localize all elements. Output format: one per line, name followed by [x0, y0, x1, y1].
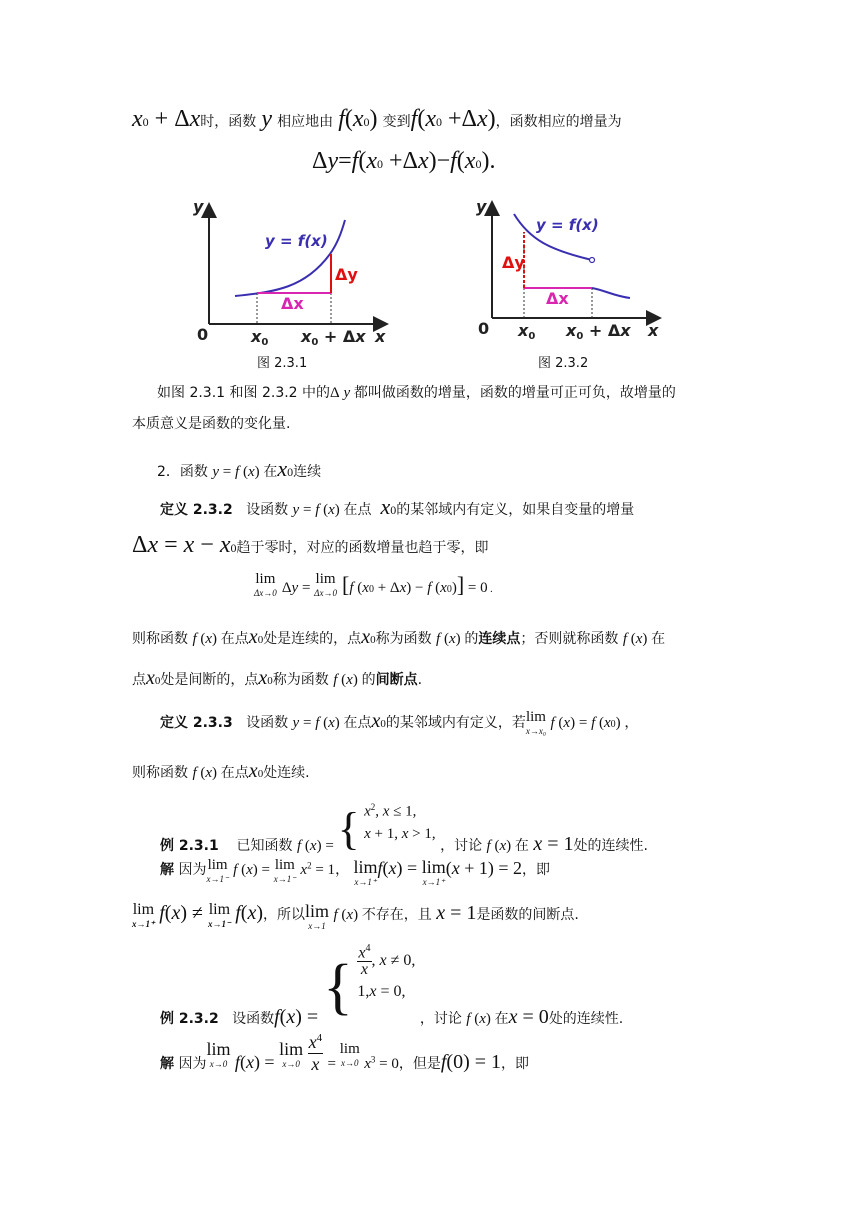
limit-formula-1: lim Δx→0 Δy = lim Δx→0 [f (x0 + Δx) − f (x0)] = 0 .: [254, 571, 493, 598]
piecewise-1: $x^2$, x ≤ 1, x + 1, x > 1,: [364, 802, 436, 842]
y-label: y: [193, 197, 204, 216]
dx-label: Δx: [281, 294, 304, 313]
definition-2-3-2-line2: Δx = x − x0趋于零时，对应的函数增量也趋于零，即: [132, 532, 489, 558]
figure-2-3-2: [470, 192, 670, 344]
y-label: y: [476, 197, 487, 216]
definition-2-3-3-line2: 则称函数 f (x) 在点x0处连续.: [132, 760, 310, 782]
x-label: x: [648, 321, 659, 340]
example-2-3-1: 例 2.3.1 已知函数 f (x) = { $x^2$, x ≤ 1, x + 1, x > 1, ，讨论 f (x) 在 x = 1处的连续性.: [160, 796, 648, 849]
text-segment: 相应地由: [277, 114, 334, 130]
dx-label: Δx: [546, 289, 569, 308]
continuity-statement: 则称函数 f (x) 在点x0处是连续的，点x0称为函数 f (x) 的连续点；否则就称函数 f (x) 在: [132, 626, 666, 648]
continuity-statement-2: 点x0处是间断的，点x0称为函数 f (x) 的间断点.: [132, 667, 423, 689]
x0-label: x0: [251, 327, 269, 348]
curve-label: y = f(x): [536, 216, 599, 234]
dy-label: Δy: [335, 265, 358, 284]
origin-label: 0: [478, 319, 490, 338]
caption-fig2: 图 2.3.2: [538, 356, 589, 371]
origin-label: 0: [197, 325, 209, 344]
dy-label: Δy: [502, 253, 525, 272]
open-point: [590, 258, 595, 263]
curve-label: y = f(x): [265, 232, 328, 250]
text-segment: ，函数相应的增量为: [495, 114, 622, 130]
caption-fig1: 图 2.3.1: [257, 356, 308, 371]
text-segment: 时，函数: [200, 114, 257, 130]
curve-right: [592, 288, 630, 298]
text-segment: 变到: [382, 114, 411, 130]
x0-label: x0: [518, 321, 536, 342]
solution-1-line2: lim x→1⁺ f(x) ≠ lim x→1⁻ f(x)，所以 lim x→1 f (x) 不存在，且 x = 1是函数的间断点.: [132, 901, 579, 931]
definition-2-3-3: 定义 2.3.3 设函数 y = f (x) 在点x0的某邻域内有定义，若 lim x→x₀ f (x) = f (x0) ，: [160, 709, 639, 736]
section-2-title: 2．函数 y = f (x) 在x0连续: [157, 456, 322, 481]
solution-2: 解 因为 lim x→0 f(x) = lim x→0 $\frac{x^4}{x}$ = lim x→0 $x^3 = 0$，但是f(0) = 1，即: [160, 1032, 530, 1074]
definition-2-3-2: 定义 2.3.2 设函数 y = f (x) 在点 x0的某邻域内有定义，如果自变量的增量: [160, 494, 635, 519]
piecewise-2: $\frac{x^4}{x}$ , x ≠ 0, 1,x = 0,: [357, 943, 416, 1001]
x0-dx-label: x0 + Δx: [566, 321, 631, 342]
delta-y-formula: Δy=f(x0 +Δx)−f(x0).: [312, 148, 496, 174]
x-label: x: [375, 327, 386, 346]
paragraph-increment: 如图 2.3.1 和图 2.3.2 中的Δ y 都叫做函数的增量，函数的增量可正可负，故增量的: [157, 385, 676, 401]
solution-1: 解 因为 lim x→1⁻ f (x) = lim x→1⁻ $x^2 = 1$， lim x→1⁺ f(x) = lim x→1⁺ (x + 1) = 2，即: [160, 857, 551, 887]
figure-2-3-1: [185, 192, 395, 352]
x0-dx-label: x0 + Δx: [301, 327, 366, 348]
paragraph-increment-2: 本质意义是函数的变化量.: [132, 416, 291, 432]
line-increment-intro: x0 + Δx时，函数 y 相应地由 f(x0) 变到f(x0 +Δx)，函数相应的增量为: [132, 106, 622, 132]
example-2-3-2: 例 2.3.2 设函数f(x) = { $\frac{x^4}{x}$ , x ≠ 0, 1,x = 0, ，讨论 f (x) 在x = 0处的连续性.: [160, 943, 624, 1028]
